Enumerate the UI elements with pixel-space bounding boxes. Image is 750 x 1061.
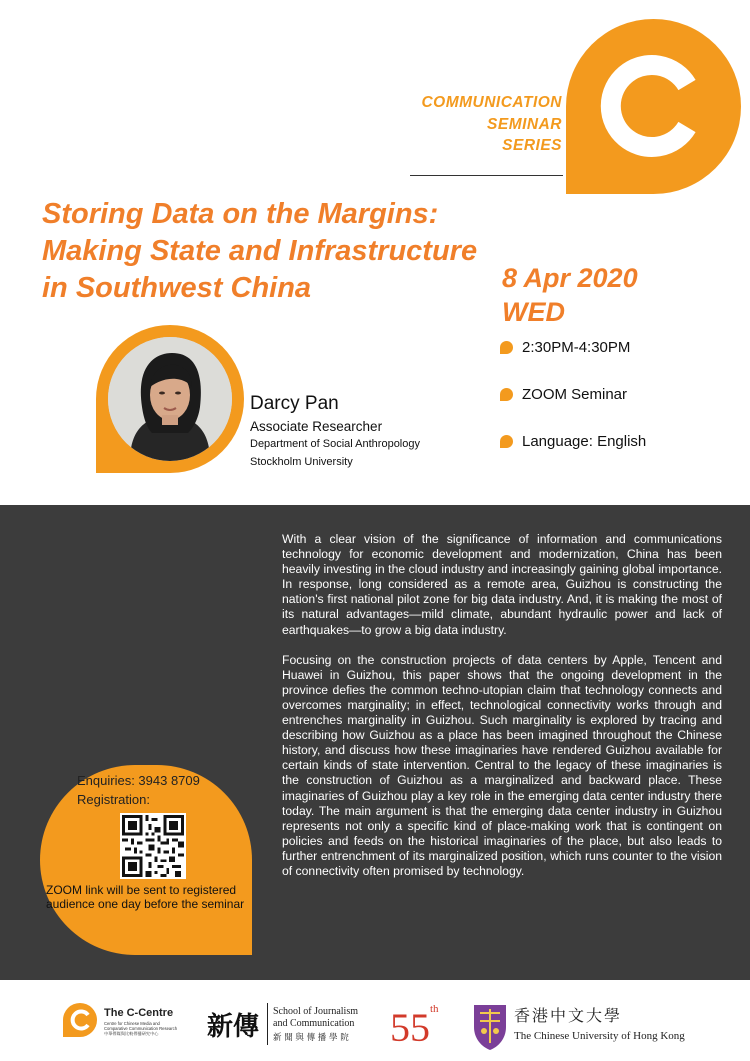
journalism-line-1: School of Journalism: [273, 1006, 358, 1017]
abstract-paragraph-1: With a clear vision of the significance of information and communications technology for economic development and modernization, China has been heavily investing in the cloud industry and increasingly gaining global importance. In response, long considered as a remote area, Guizhou is constructing the nation's first national pilot zone for big data industry. And, it is making the most of its natural advantages—mild climate, abundant hydraulic power and lack of earthquakes—to grow a big data industry.: [282, 532, 722, 637]
c-centre-sub-2: Comparative Communication Research: [104, 1026, 178, 1031]
cuhk-chinese-name: 香港中文大學: [514, 1006, 623, 1025]
speaker-role: Associate Researcher: [250, 419, 383, 434]
date-text: 8 Apr 2020: [502, 263, 638, 293]
cuhk-english-name: The Chinese University of Hong Kong: [514, 1030, 685, 1042]
weekday-text: WED: [502, 297, 565, 327]
cuhk-crest-icon: [474, 1005, 506, 1050]
series-line-1: COMMUNICATION: [421, 94, 562, 111]
abstract-paragraph-2: Focusing on the construction projects of data centers by Apple, Tencent and Huawei in Guizhou, this paper shows that the ongoing development in the province defies the common techno-utopian claim that technology connects and overcomes marginality; in effect, technological connectivity works through and entrenches marginality in Guizhou. Such marginality is explored by tracing and describing how Guizhou as a place has been imagined throughout the Chinese history, and discuss how these imaginaries have rendered Guizhou available for certain kinds of state intervention. Central to the legacy of these imaginaries is the construction of Guizhou as a marginalized and backward place. These imaginaries of Guizhou play a key role in the emerging data center industry there today. The main argument is that the emerging data center industry in Guizhou represents not only a specific kind of place-making work that is contingent on policies and feeds on the historical imaginaries of the place, but also leads to further entrenchment of its marginalized position, which runs counter to the vision of connectivity often promised by technology.: [282, 652, 722, 878]
anniversary-suffix: th: [430, 1003, 439, 1015]
zoom-link-note: ZOOM link will be sent to registered audience one day before the seminar: [46, 883, 245, 911]
title-line-1: Storing Data on the Margins:: [42, 198, 439, 230]
seminar-title: [42, 196, 512, 307]
c-centre-name: The C-Centre: [104, 1007, 174, 1019]
title-line-3: in Southwest China: [42, 272, 312, 304]
registration-qr-code[interactable]: [120, 813, 186, 879]
venue-text: ZOOM Seminar: [522, 386, 628, 403]
event-language: [500, 433, 646, 450]
event-date: [502, 261, 638, 329]
speaker-name: Darcy Pan: [250, 393, 339, 414]
c-centre-footer-logo: [60, 1000, 200, 1050]
time-text: 2:30PM-4:30PM: [522, 339, 631, 356]
series-line-2: SEMINAR: [487, 115, 562, 133]
enquiries-phone: Enquiries: 3943 8709: [77, 773, 200, 788]
anniversary-number: 55: [390, 1005, 430, 1050]
seminar-series-label: [380, 92, 562, 157]
c-centre-sub-1: Centre for Chinese Media and: [104, 1021, 160, 1026]
person-photo-icon: [108, 337, 232, 461]
journalism-school-logo: [207, 997, 387, 1052]
speaker-department: Department of Social Anthropology: [250, 438, 420, 450]
event-venue: [500, 386, 627, 403]
title-line-2: Making State and Infrastructure: [42, 235, 478, 267]
c-centre-logo: [566, 19, 741, 194]
event-time: [500, 339, 630, 356]
abstract-text: [282, 532, 722, 894]
registration-label: Registration:: [77, 792, 150, 807]
speaker-photo: [108, 337, 232, 461]
bullet-icon: [500, 388, 513, 401]
bullet-icon: [500, 341, 513, 354]
journalism-line-3: 新 聞 與 傳 播 學 院: [273, 1033, 349, 1043]
journalism-mark: 新傳: [207, 1012, 260, 1042]
language-text: Language: English: [522, 433, 647, 450]
journalism-line-2: and Communication: [273, 1018, 355, 1029]
cuhk-logo: [470, 997, 730, 1052]
speaker-university: Stockholm University: [250, 456, 353, 468]
series-line-3: SERIES: [502, 137, 562, 154]
anniversary-55-logo: [390, 995, 445, 1050]
bullet-icon: [500, 435, 513, 448]
c-centre-sub-3: 中華傳媒與比較傳播研究中心: [104, 1031, 159, 1036]
series-divider: [410, 175, 563, 176]
